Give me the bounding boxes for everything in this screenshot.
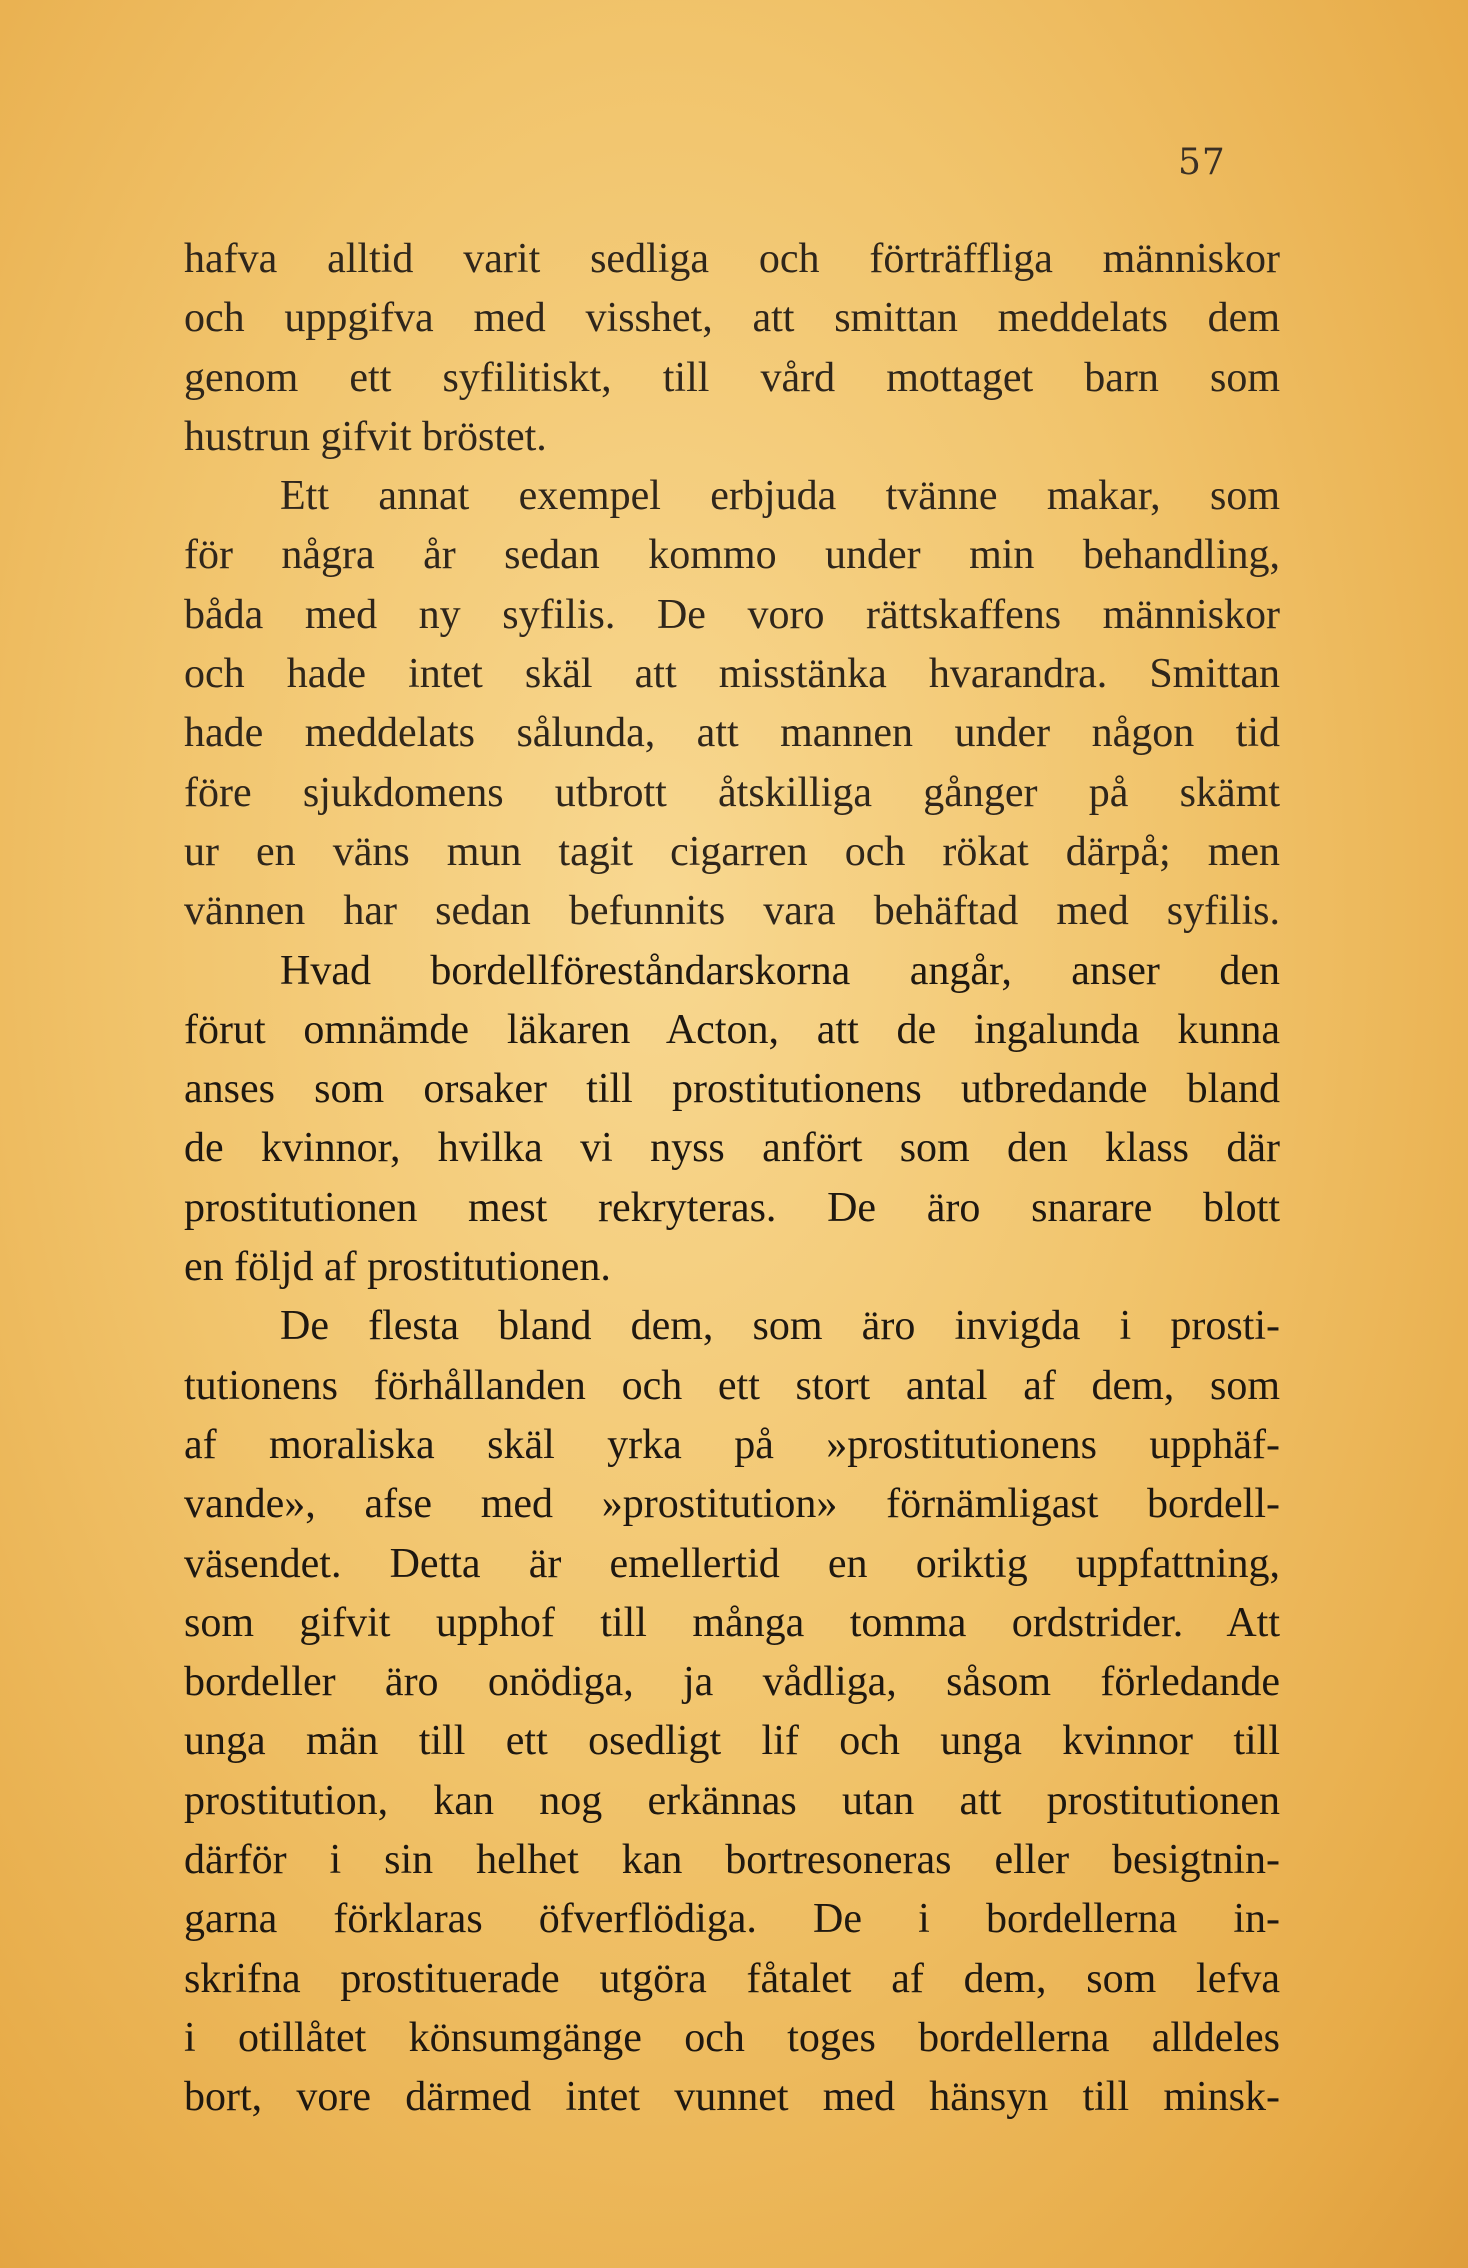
text-line: båda med ny syfilis. De voro rättskaffens människor xyxy=(184,591,1280,638)
text-line: ur en väns mun tagit cigarren och rökat därpå; men xyxy=(184,828,1280,875)
text-line: därför i sin helhet kan bortresoneras eller besigtnin- xyxy=(184,1837,1280,1884)
text-line: genom ett syfilitiskt, till vård mottaget barn som xyxy=(184,354,1280,401)
text-line: före sjukdomens utbrott åtskilliga gånger på skämt xyxy=(184,769,1280,816)
text-line: De flesta bland dem, som äro invigda i prosti- xyxy=(280,1303,1280,1350)
text-line: skrifna prostituerade utgöra fåtalet af dem, som lefva xyxy=(184,1955,1280,2002)
text-line: prostitutionen mest rekryteras. De äro snarare blott xyxy=(184,1184,1280,1231)
text-line: förut omnämde läkaren Acton, att de ingalunda kunna xyxy=(184,1006,1280,1053)
page-number: 57 xyxy=(1178,142,1226,183)
text-line: unga män till ett osedligt lif och unga kvinnor till xyxy=(184,1718,1280,1765)
text-line: hade meddelats sålunda, att mannen under någon tid xyxy=(184,710,1280,757)
text-line: de kvinnor, hvilka vi nyss anfört som den klass där xyxy=(184,1125,1280,1172)
text-line: vännen har sedan befunnits vara behäftad med syfilis. xyxy=(184,888,1280,935)
text-line: prostitution, kan nog erkännas utan att prostitutionen xyxy=(184,1777,1280,1824)
text-line: och uppgifva med visshet, att smittan meddelats dem xyxy=(184,295,1280,342)
text-line: för några år sedan kommo under min behandling, xyxy=(184,532,1280,579)
text-line: hustrun gifvit bröstet. xyxy=(184,413,547,460)
text-line: af moraliska skäl yrka på »prostitutionens upphäf- xyxy=(184,1421,1280,1468)
text-line: en följd af prostitutionen. xyxy=(184,1244,611,1291)
text-line: bordeller äro onödiga, ja vådliga, såsom förledande xyxy=(184,1659,1280,1706)
text-line: och hade intet skäl att misstänka hvarandra. Smittan xyxy=(184,651,1280,698)
body-text xyxy=(184,230,1280,2128)
text-line: Ett annat exempel erbjuda tvänne makar, som xyxy=(280,473,1280,520)
text-line: vande», afse med »prostitution» förnämligast bordell- xyxy=(184,1481,1280,1528)
text-line: anses som orsaker till prostitutionens utbredande bland xyxy=(184,1066,1280,1113)
text-line: väsendet. Detta är emellertid en oriktig uppfattning, xyxy=(184,1540,1280,1587)
text-line: tutionens förhållanden och ett stort antal af dem, som xyxy=(184,1362,1280,1409)
text-line: som gifvit upphof till många tomma ordstrider. Att xyxy=(184,1599,1280,1646)
text-line: Hvad bordellföreståndarskorna angår, anser den xyxy=(280,947,1280,994)
text-line: garna förklaras öfverflödiga. De i bordellerna in- xyxy=(184,1896,1280,1943)
text-line: hafva alltid varit sedliga och förträffliga människor xyxy=(184,236,1280,282)
text-line: i otillåtet könsumgänge och toges bordellerna alldeles xyxy=(184,2014,1280,2061)
text-line: bort, vore därmed intet vunnet med hänsyn till minsk- xyxy=(184,2074,1280,2121)
